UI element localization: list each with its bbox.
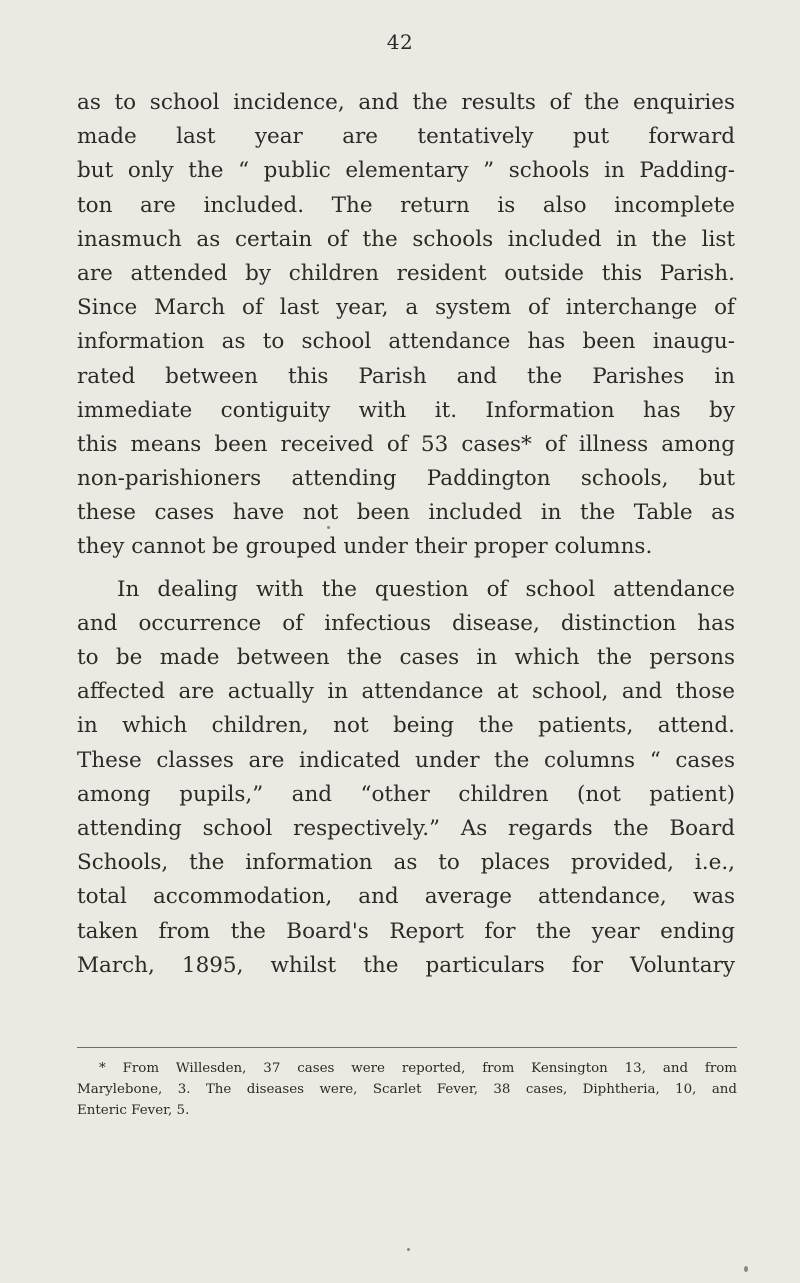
page-number: 42 (386, 30, 414, 54)
text-line: inasmuch as certain of the schools included in the list (77, 226, 735, 252)
text-line: attending school respectively.” As regards the Board (77, 815, 735, 841)
text-line: These classes are indicated under the columns “ cases (77, 747, 735, 773)
text-line: are attended by children resident outside this Parish. (77, 260, 735, 286)
text-line: total accommodation, and average attendance, was (77, 884, 735, 910)
text-line: to be made between the cases in which the persons (77, 645, 735, 670)
footnote (77, 1058, 737, 1121)
text-line: these cases have not been included in the Table as (77, 500, 735, 526)
text-line: In dealing with the question of school attendance (117, 576, 735, 602)
paper-speck (744, 1266, 748, 1272)
text-line: ton are included. The return is also incomplete (77, 192, 735, 218)
paragraph-gap (77, 565, 735, 573)
text-line: as to school incidence, and the results of the enquiries (77, 90, 735, 115)
text-line: rated between this Parish and the Parishes in (77, 363, 735, 389)
body-text (77, 86, 735, 983)
text-line: but only the “ public elementary ” schools in Padding- (77, 158, 735, 184)
text-line: information as to school attendance has been inaugu- (77, 329, 735, 355)
text-line: and occurrence of infectious disease, distinction has (77, 610, 735, 636)
text-line: among pupils,” and “other children (not patient) (77, 781, 735, 807)
footnote-line: * From Willesden, 37 cases were reported, from Kensington 13, and from (99, 1061, 737, 1076)
text-line: non-parishioners attending Paddington schools, but (77, 466, 735, 492)
text-line: affected are actually in attendance at school, and those (77, 679, 735, 705)
text-line: immediate contiguity with it. Information has by (77, 397, 735, 423)
paper-speck (327, 526, 330, 529)
text-line: Since March of last year, a system of interchange of (77, 295, 735, 321)
footnote-line: Enteric Fever, 5. (77, 1103, 190, 1118)
text-line: this means been received of 53 cases* of illness among (77, 431, 735, 457)
text-line: in which children, not being the patients, attend. (77, 713, 735, 739)
text-line: made last year are tentatively put forward (77, 124, 735, 150)
text-line: they cannot be grouped under their proper columns. (77, 534, 653, 560)
text-line: taken from the Board's Report for the year ending (77, 918, 735, 944)
paper-speck (407, 1248, 410, 1251)
footnote-divider (77, 1047, 737, 1048)
text-line: Schools, the information as to places provided, i.e., (77, 850, 735, 876)
footnote-line: Marylebone, 3. The diseases were, Scarlet Fever, 38 cases, Diphtheria, 10, and (77, 1082, 737, 1097)
text-line: March, 1895, whilst the particulars for Voluntary (77, 952, 735, 978)
